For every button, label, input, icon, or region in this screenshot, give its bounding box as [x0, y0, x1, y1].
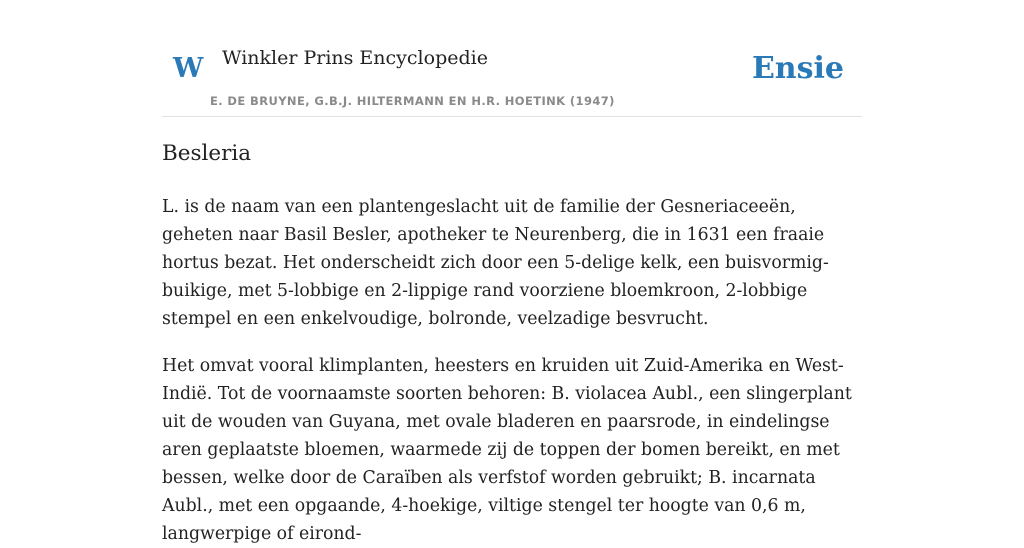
site-title[interactable]: Winkler Prins Encyclopedie	[222, 47, 488, 69]
authors-line: E. DE BRUYNE, G.B.J. HILTERMANN EN H.R. HOETINK (1947)	[210, 94, 615, 108]
entry-paragraph-1: L. is de naam van een plantengeslacht uit de familie der Gesneriaceeën, geheten naar Basil Besler, apotheker te Neurenberg, die in 1631 een fraaie hortus bezat. Het onderscheidt zich door een 5-delige kelk, een buisvormig-buikige, met 5-lobbige en 2-lippige rand voorziene bloemkroon, 2-lobbige stempel en een enkelvoudige, bolronde, veelzadige besvrucht.	[162, 197, 829, 329]
site-header	[162, 0, 862, 117]
winkler-prins-logo[interactable]: W	[173, 53, 204, 84]
article-content	[162, 138, 862, 548]
entry-paragraph-2: Het omvat vooral klimplanten, heesters en kruiden uit Zuid-Amerika en West-Indië. Tot de voornaamste soorten behoren: B. violacea Aubl., een slingerplant uit de wouden van Guyana, met ovale bladeren en paarsrode, in eindelingse aren geplaatste bloemen, waarmede zij de toppen der bomen bereikt, en met bessen, welke door de Caraïben als verfstof worden gebruikt; B. incarnata Aubl., met een opgaande, 4-hoekige, viltige stengel ter hoogte van 0,6 m, langwerpige of eirond-	[162, 356, 852, 544]
ensie-brand-logo[interactable]: Ensie	[751, 51, 844, 86]
entry-title: Besleria	[162, 141, 252, 166]
